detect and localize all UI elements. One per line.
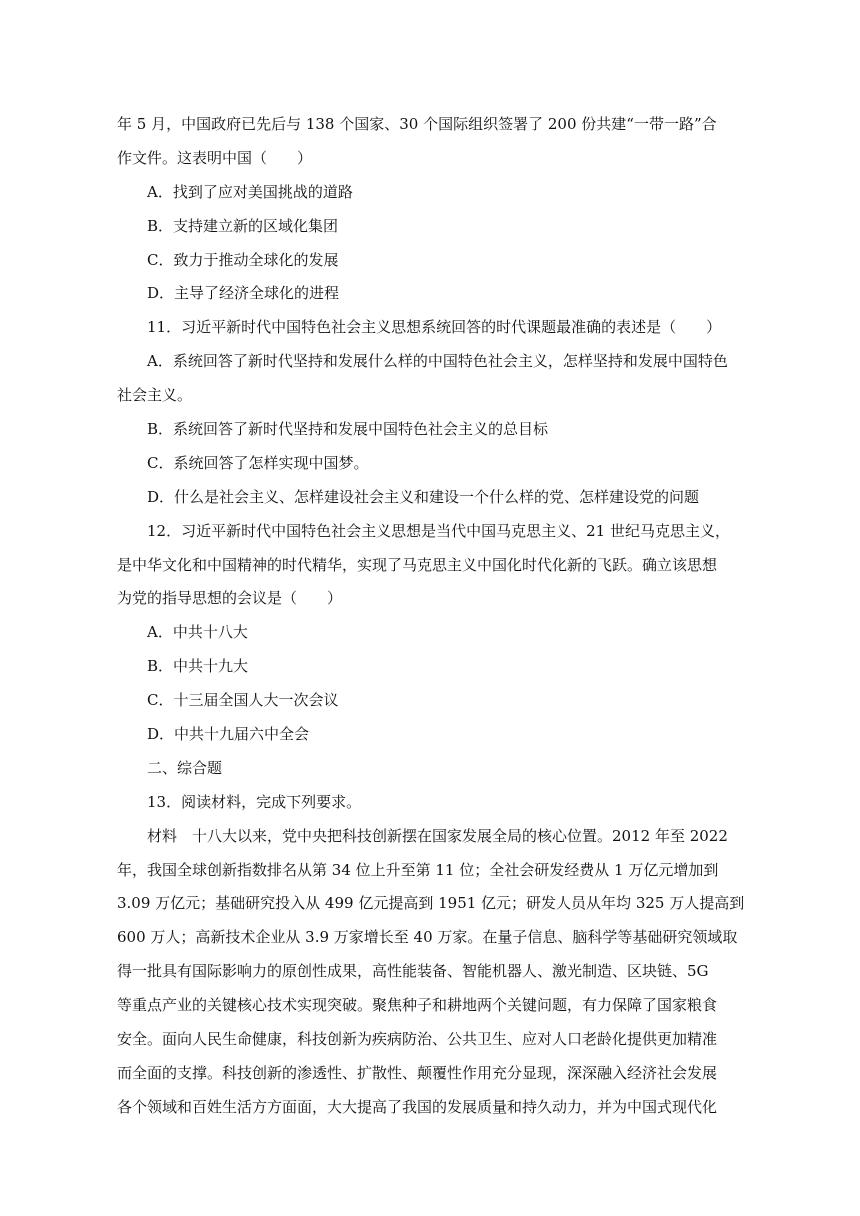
text-line: 等重点产业的关键核心技术实现突破。聚焦种子和耕地两个关键问题，有力保障了国家粮食: [117, 996, 718, 1015]
text-line: 材料 十八大以来，党中央把科技创新摆在国家发展全局的核心位置。2012 年至 2022: [147, 826, 728, 845]
text-line: 13．阅读材料，完成下列要求。: [147, 792, 362, 811]
text-line: 社会主义。: [117, 386, 193, 405]
text-line: B．支持建立新的区域化集团: [147, 216, 339, 235]
text-line: 3.09 万亿元；基础研究投入从 499 亿元提高到 1951 亿元；研发人员从年均 325 万人提高到: [117, 894, 745, 913]
text-line: C．致力于推动全球化的发展: [147, 250, 339, 269]
text-line: 为党的指导思想的会议是（ ）: [117, 589, 343, 608]
text-line: B．中共十九大: [147, 657, 249, 676]
text-line: A．中共十八大: [147, 623, 248, 642]
text-line: 11．习近平新时代中国特色社会主义思想系统回答的时代课题最准确的表述是（ ）: [147, 318, 722, 337]
text-line: 是中华文化和中国精神的时代精华，实现了马克思主义中国化时代化新的飞跃。确立该思想: [117, 555, 718, 574]
text-line: 年，我国全球创新指数排名从第 34 位上升至第 11 位；全社会研发经费从 1 万亿元增加到: [117, 860, 719, 879]
text-line: D．中共十九届六中全会: [147, 725, 310, 744]
text-line: D．什么是社会主义、怎样建设社会主义和建设一个什么样的党、怎样建设党的问题: [147, 487, 700, 506]
document-body: [117, 108, 745, 1125]
text-line: C．十三届全国人大一次会议: [147, 691, 339, 710]
text-line: 得一批具有国际影响力的原创性成果，高性能装备、智能机器人、激光制造、区块链、5G: [117, 962, 709, 981]
text-line: 年 5 月，中国政府已先后与 138 个国家、30 个国际组织签署了 200 份共建“一带一路”合: [117, 115, 717, 133]
text-line: 各个领域和百姓生活方方面面，大大提高了我国的发展质量和持久动力，并为中国式现代化: [117, 1097, 718, 1116]
text-line: A．找到了应对美国挑战的道路: [147, 182, 353, 201]
text-line: A．系统回答了新时代坚持和发展什么样的中国特色社会主义，怎样坚持和发展中国特色: [147, 352, 728, 371]
text-line: B．系统回答了新时代坚持和发展中国特色社会主义的总目标: [147, 420, 549, 439]
text-line: C．系统回答了怎样实现中国梦。: [147, 453, 369, 472]
text-line: 而全面的支撑。科技创新的渗透性、扩散性、颠覆性作用充分显现，深深融入经济社会发展: [117, 1063, 718, 1082]
text-line: 二、综合题: [147, 758, 223, 777]
text-line: D．主导了经济全球化的进程: [147, 284, 340, 303]
text-line: 作文件。这表明中国（ ）: [117, 148, 313, 167]
text-line: 安全。面向人民生命健康，科技创新为疾病防治、公共卫生、应对人口老龄化提供更加精准: [117, 1030, 718, 1049]
text-line: 600 万人；高新技术企业从 3.9 万家增长至 40 万家。在量子信息、脑科学等基础研究领域取: [117, 928, 738, 947]
text-line: 12．习近平新时代中国特色社会主义思想是当代中国马克思主义、21 世纪马克思主义，: [147, 521, 730, 540]
